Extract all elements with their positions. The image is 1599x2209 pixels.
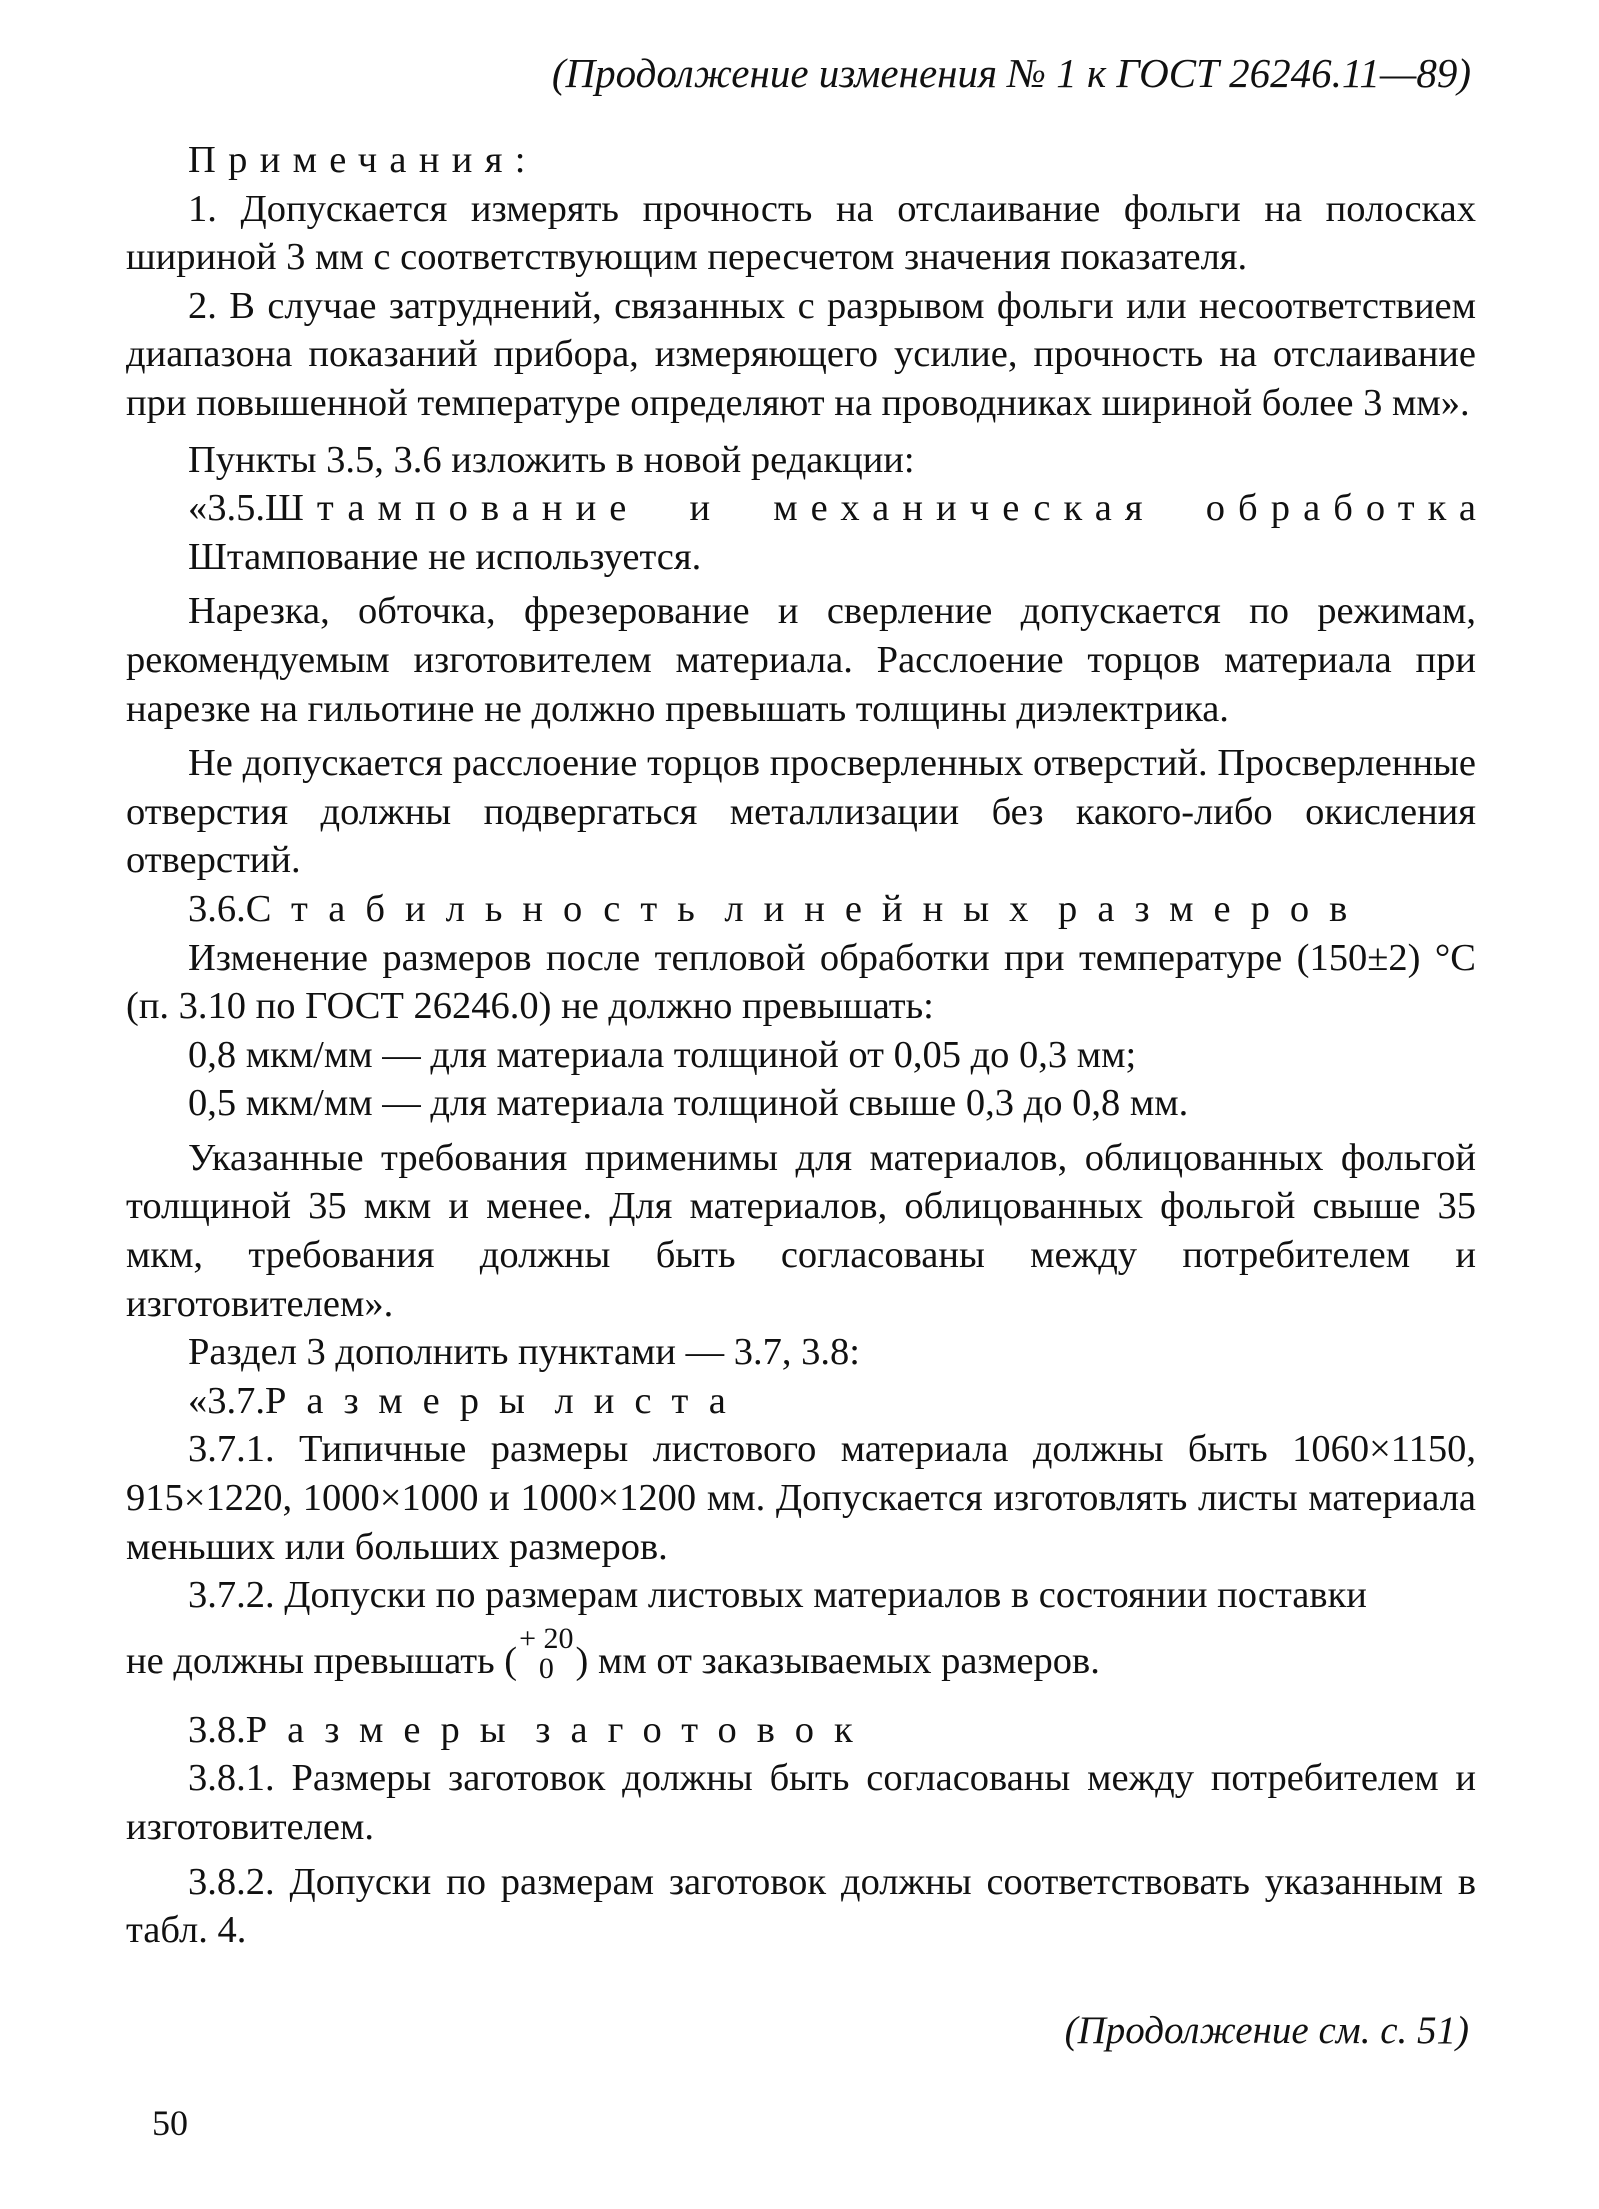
paragraph: 3.8.2. Допуски по размерам заготовок должны соответствовать указанным в табл. 4. xyxy=(126,1860,1476,1952)
paragraph: 3.7.1. Типичные размеры листового материала должны быть 1060×1150, 915×1220, 1000×1000 и 1000×1200 мм. Допускается изготовлять листы материала меньших или больших размеров. xyxy=(126,1428,1476,1568)
paragraph: 3.7.2. Допуски по размерам листовых материалов в состоянии поставки xyxy=(188,1574,1367,1617)
section-3-6-heading: 3.6.Стабильность линейных размеров xyxy=(188,887,1368,930)
tolerance-lower: 0 xyxy=(538,1651,554,1685)
tolerance-line: не должны превышать ( + 20 0 ) мм от заказываемых размеров. xyxy=(126,1621,1100,1685)
section-3-7-heading: «3.7.Размеры листа xyxy=(188,1379,746,1422)
notes-title: Примечания: xyxy=(188,139,538,181)
tolerance-fraction xyxy=(519,1621,574,1685)
section-3-5-heading xyxy=(126,484,1490,533)
paragraph: Не допускается расслоение торцов просверленных отверстий. Просверленные отверстия должны подвергаться металлизации без какого-либо окисления отверстий. xyxy=(126,742,1476,882)
paragraph: Указанные требования применимы для материалов, облицованных фольгой толщиной 35 мкм и менее. Для материалов, облицованных фольгой свыше 35 мкм, требования должны быть согласованы между потребителем и изготовителем». xyxy=(126,1136,1476,1325)
note-2: 2. В случае затруднений, связанных с разрывом фольги или несоответствием диапазона показаний прибора, измеряющего усилие, прочность на отслаивание при повышенной температуре определяют на проводниках шириной более 3 мм». xyxy=(126,284,1476,424)
paragraph: Нарезка, обточка, фрезерование и сверление допускается по режимам, рекомендуемым изготовителем материала. Расслоение торцов материала при нарезке на гильотине не должно превышать толщины диэлектрика. xyxy=(126,590,1476,730)
section-number: «3.5. xyxy=(188,487,265,530)
section-3-intro: Раздел 3 дополнить пунктами — 3.7, 3.8: xyxy=(188,1331,860,1374)
tolerance-upper: + 20 xyxy=(519,1621,574,1655)
paragraph: 0,8 мкм/мм — для материала толщиной от 0,05 до 0,3 мм; xyxy=(188,1033,1137,1076)
page-number: 50 xyxy=(152,2103,188,2143)
heading-word: и xyxy=(689,487,724,530)
body-text xyxy=(126,136,1490,1955)
paragraph: 0,5 мкм/мм — для материала толщиной свыше 0,3 до 0,8 мм. xyxy=(188,1082,1189,1125)
paragraph: Изменение размеров после тепловой обработки при температуре (150±2) °С (п. 3.10 по ГОСТ 26246.0) не должно превышать: xyxy=(126,936,1476,1028)
heading-word: механическая xyxy=(773,487,1156,530)
section-3-8-heading: 3.8.Размеры заготовок xyxy=(188,1708,873,1751)
heading-word: Штампование xyxy=(265,487,640,530)
note-1: 1. Допускается измерять прочность на отслаивание фольги на полосках шириной 3 мм с соответствующим пересчетом значения показателя. xyxy=(126,187,1476,279)
heading-word: обработка xyxy=(1205,487,1490,530)
running-header: (Продолжение изменения № 1 к ГОСТ 26246.11—89) xyxy=(551,50,1471,96)
paragraph: Штампование не используется. xyxy=(188,535,702,578)
paragraph: 3.8.1. Размеры заготовок должны быть согласованы между потребителем и изготовителем. xyxy=(126,1757,1476,1848)
continuation-note: (Продолжение см. с. 51) xyxy=(1064,2009,1469,2052)
items-intro: Пункты 3.5, 3.6 изложить в новой редакции: xyxy=(188,438,915,481)
